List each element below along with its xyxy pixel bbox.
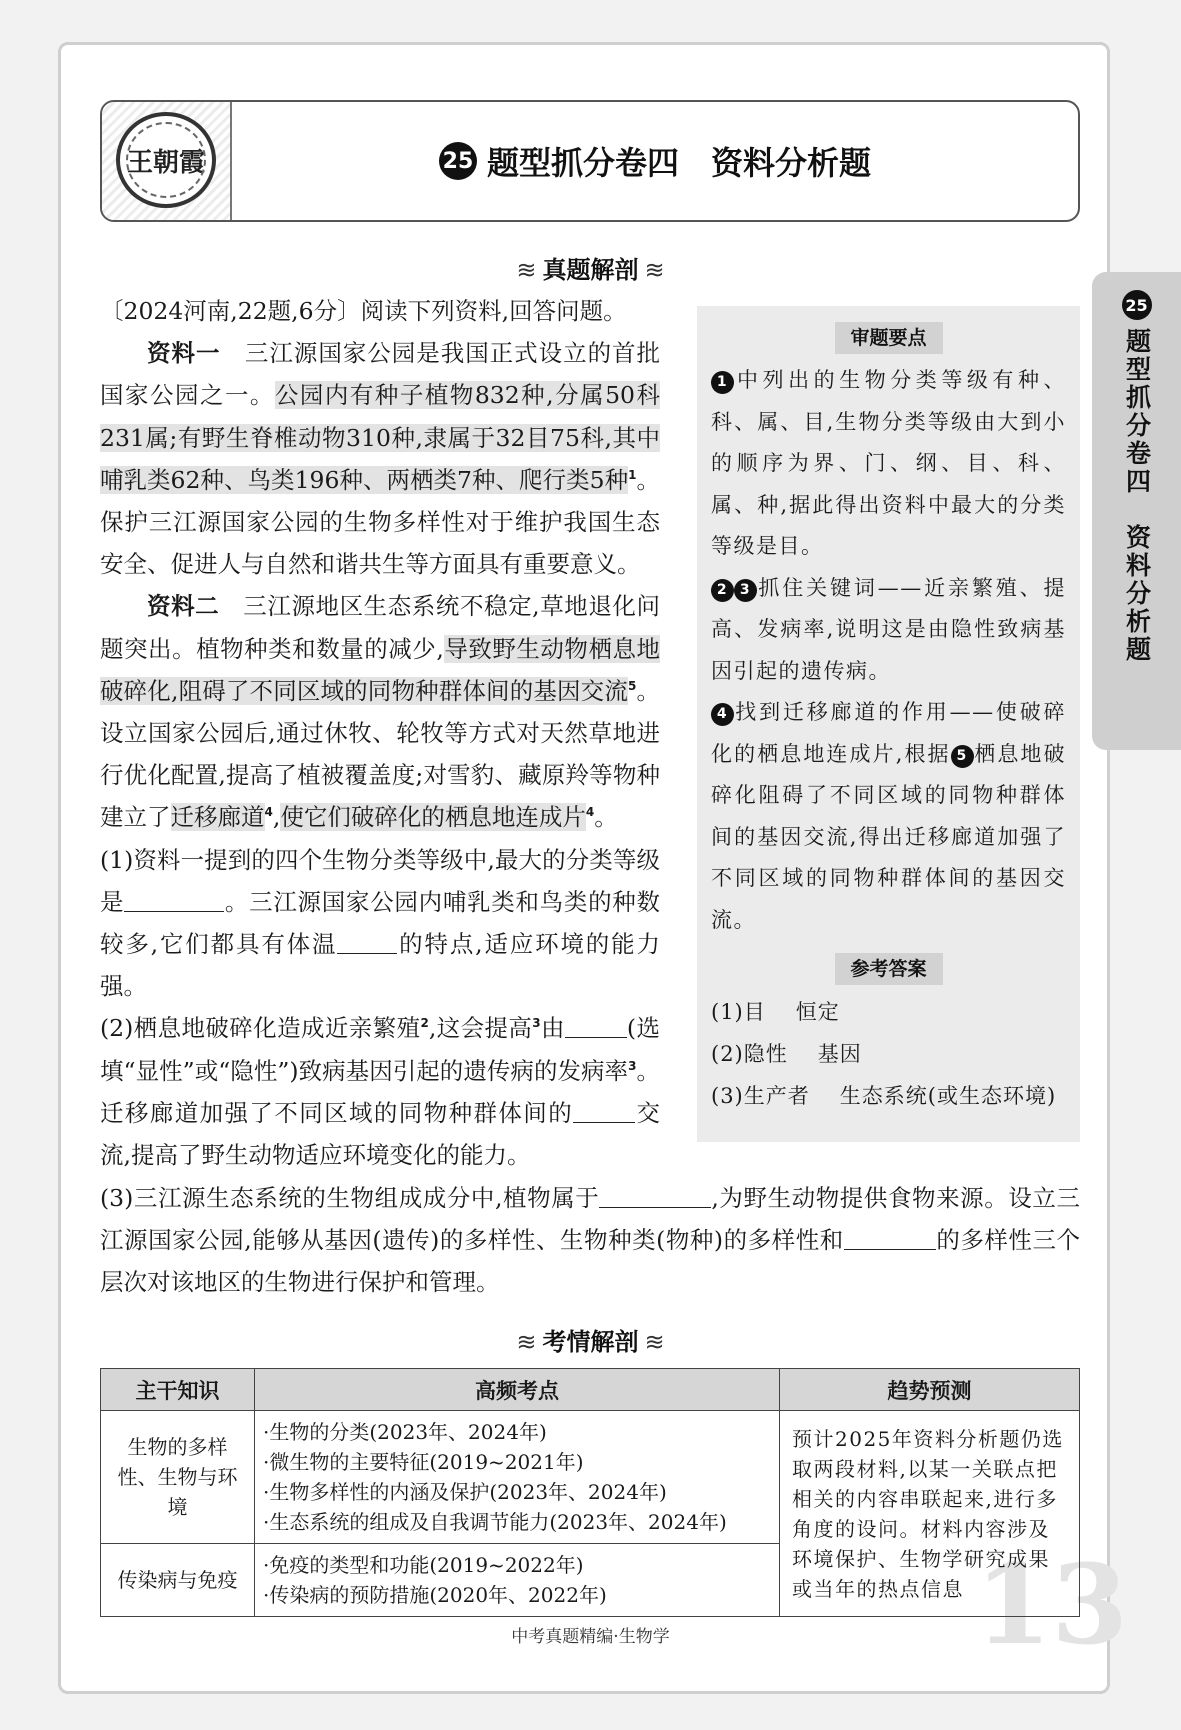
answer-text: 恒定 [795, 1000, 840, 1024]
question-text: 的多样性三个层次对该地区的生物进行保护和管理。 [100, 1226, 1080, 1297]
table-header-row [101, 1369, 1080, 1411]
review-point-2 [711, 568, 1066, 693]
answer-text: 生产者 [743, 1084, 810, 1108]
side-tab-number: 25 [1122, 290, 1152, 320]
material-text: 三江源地区生态系统不稳定,草地退化问题突出。植物种类和数量的减少, [100, 592, 660, 663]
side-tab-text: 题型抓分卷四 资料分析题 [1122, 328, 1152, 664]
brand-logo [116, 112, 216, 208]
review-point-3 [711, 692, 1066, 941]
highlight-text: 使它们破碎化的栖息地连成片 [280, 803, 586, 832]
answer-number: (1) [711, 1000, 744, 1024]
highlight-text: 公园内有种子植物832种,分属50科231属;有野生脊椎动物310种,隶属于32目75科,其中哺乳类62种、鸟类196种、两栖类7种、爬行类5种 [100, 381, 660, 494]
exam-trend-table [100, 1368, 1080, 1617]
section-heading-real-exam [0, 250, 1181, 285]
section-title: 考情解剖 [542, 1328, 639, 1356]
answer-blank[interactable] [565, 1015, 627, 1039]
wave-icon: ≋ [516, 256, 537, 284]
question-text: 的特点,适应环境的能力强。 [100, 930, 660, 1001]
answer-text: 目 [743, 1000, 766, 1024]
chapter-number-badge: 25 [439, 142, 477, 180]
table-cell-topic [101, 1411, 255, 1544]
material-text: 。设立国家公园后,通过休牧、轮牧等方式对天然草地进行优化配置,提高了植被覆盖度; [100, 676, 660, 790]
logo-text: 王朝霞 [126, 147, 205, 178]
highlight-text: 迁移廊道 [170, 803, 265, 832]
trend-text: 预计2025年资料分析题仍选取两段材料,以某一关联点把相关的内容串联起来,进行多角度的设问。材料内容涉及环境保护、生物学研究成果或当年的热点信息 [792, 1426, 1064, 1601]
mark-circle: 2 [711, 579, 734, 602]
question-text: 交流,提高了野生动物适应环境变化的能力。 [100, 1098, 661, 1170]
review-point-1 [711, 360, 1066, 568]
answer-item [711, 1075, 1066, 1117]
logo-area [102, 102, 232, 220]
answer-number: (2) [711, 1042, 744, 1066]
answer-text: 生态系统(或生态环境) [839, 1084, 1057, 1108]
topic-text: 生物的多样性、生物与环境 [117, 1435, 238, 1519]
question-text: (选填“显性”或“隐性”)致病基因引起的遗传病的发病率 [100, 1014, 660, 1085]
question-text: ,这会提高 [428, 1014, 533, 1043]
question-text: (1)资料一提到的四个生物分类等级中,最大的分类等级是 [100, 845, 660, 916]
question-text: 。三江源国家公园内哺乳类和鸟类的种数较多,它们都具有体温 [100, 887, 661, 959]
review-text: 中列出的生物分类等级有种、科、属、目,生物分类等级由大到小的顺序为界、门、纲、目、科、属、种,据此得出资料中最大的分类等级是目。 [711, 368, 1066, 558]
table-cell-points [255, 1544, 780, 1617]
question-body [100, 290, 660, 1176]
material-text: 。保护三江源国家公园的生物多样性对于维护我国生态安全、促进人与自然和谐共生等方面具有重要意义。 [100, 465, 660, 579]
page-footer: 中考真题精编·生物学 [511, 1627, 670, 1647]
mark-circle: 4 [585, 805, 595, 820]
mark-circle: 4 [264, 805, 273, 820]
material-text: 对雪豹、藏原羚等物种建立了 [100, 761, 661, 832]
highlight-text: 导致野生动物栖息地破碎化,阻碍了不同区域的同物种群体间的基因交流 [100, 634, 660, 705]
analysis-aside [697, 306, 1080, 1142]
mark-circle: 1 [711, 371, 734, 394]
wave-icon: ≋ [644, 256, 665, 284]
question-text: 由 [540, 1014, 565, 1043]
material-label: 资料一 [147, 339, 221, 368]
answer-list [711, 991, 1066, 1117]
review-text: 栖息地破碎化阻碍了不同区域的同物种群体间的基因交流,得出迁移廊道加强了不同区域的同物种群体间的基因交流。 [711, 741, 1066, 932]
mark-circle: 5 [627, 679, 637, 693]
material-text: , [272, 803, 281, 832]
answer-label: 参考答案 [835, 953, 943, 985]
table-header: 主干知识 [101, 1369, 255, 1411]
question-text: ,为野生动物提供食物来源。设立三江源国家公园,能够从基因(遗传)的多样性、生物种类(物种)的多样性和 [100, 1184, 1080, 1255]
material-two [100, 585, 660, 838]
side-tab [1092, 272, 1181, 750]
question-text: 。迁移廊道加强了不同区域的同物种群体间的 [100, 1056, 660, 1127]
chapter-header [100, 100, 1080, 222]
question-3 [100, 1177, 1080, 1304]
review-points [711, 360, 1066, 941]
chapter-title [232, 102, 1078, 220]
chapter-title-text: 题型抓分卷四 资料分析题 [486, 144, 871, 182]
material-text: 。 [594, 803, 618, 832]
question-2 [100, 1007, 660, 1176]
question-source: 〔2024河南,22题,6分〕阅读下列资料,回答问题。 [100, 297, 627, 325]
mark-circle: 5 [951, 745, 974, 768]
topic-text: 传染病与免疫 [117, 1568, 238, 1592]
answer-blank[interactable] [844, 1227, 936, 1251]
list-item: ·传染病的预防措施(2020年、2022年) [263, 1583, 607, 1607]
review-text: 抓住关键词——近亲繁殖、提高、发病率,说明这是由隐性致病基因引起的遗传病。 [711, 575, 1066, 683]
review-label: 审题要点 [835, 322, 943, 354]
answer-blank[interactable] [124, 888, 224, 912]
table-cell-points [255, 1411, 780, 1544]
table-header: 趋势预测 [780, 1369, 1080, 1411]
wave-icon: ≋ [644, 1328, 665, 1356]
review-text: 找到迁移廊道的作用——使破碎化的栖息地连成片,根据 [711, 700, 1066, 766]
answer-blank[interactable] [599, 1185, 711, 1209]
answer-blank[interactable] [337, 931, 397, 955]
list-item: ·微生物的主要特征(2019~2021年) [263, 1450, 584, 1474]
answer-number: (3) [711, 1084, 744, 1108]
wave-icon: ≋ [516, 1328, 537, 1356]
list-item: ·免疫的类型和功能(2019~2022年) [263, 1553, 584, 1577]
page-number: 13 [975, 1540, 1129, 1669]
answer-text: 隐性 [743, 1042, 788, 1066]
question-text: (2)栖息地破碎化造成近亲繁殖 [100, 1014, 421, 1043]
answer-item [711, 1033, 1066, 1075]
answer-item [711, 991, 1066, 1033]
mark-circle: 4 [711, 703, 734, 726]
mark-circle: 1 [628, 467, 637, 482]
question-text: (3)三江源生态系统的生物组成成分中,植物属于 [100, 1184, 600, 1212]
mark-circle: 3 [628, 1058, 637, 1073]
table-header: 高频考点 [255, 1369, 780, 1411]
mark-circle: 2 [420, 1016, 429, 1031]
answer-text: 基因 [817, 1042, 862, 1066]
list-item: ·生物多样性的内涵及保护(2023年、2024年) [263, 1480, 667, 1504]
material-label: 资料二 [147, 592, 220, 621]
mark-circle: 3 [532, 1016, 541, 1031]
question-1 [100, 839, 660, 1008]
list-item: ·生态系统的组成及自我调节能力(2023年、2024年) [263, 1510, 727, 1534]
list-item: ·生物的分类(2023年、2024年) [263, 1420, 547, 1444]
table-cell-trend [780, 1411, 1080, 1617]
table-row [101, 1411, 1080, 1544]
mark-circle: 3 [734, 579, 757, 602]
answer-blank[interactable] [573, 1099, 635, 1123]
table-cell-topic [101, 1544, 255, 1617]
material-text: 三江源国家公园是我国正式设立的首批国家公园之一。 [100, 339, 661, 410]
section-title: 真题解剖 [542, 256, 639, 284]
section-heading-exam-trends [0, 1322, 1181, 1357]
material-one [100, 332, 660, 585]
